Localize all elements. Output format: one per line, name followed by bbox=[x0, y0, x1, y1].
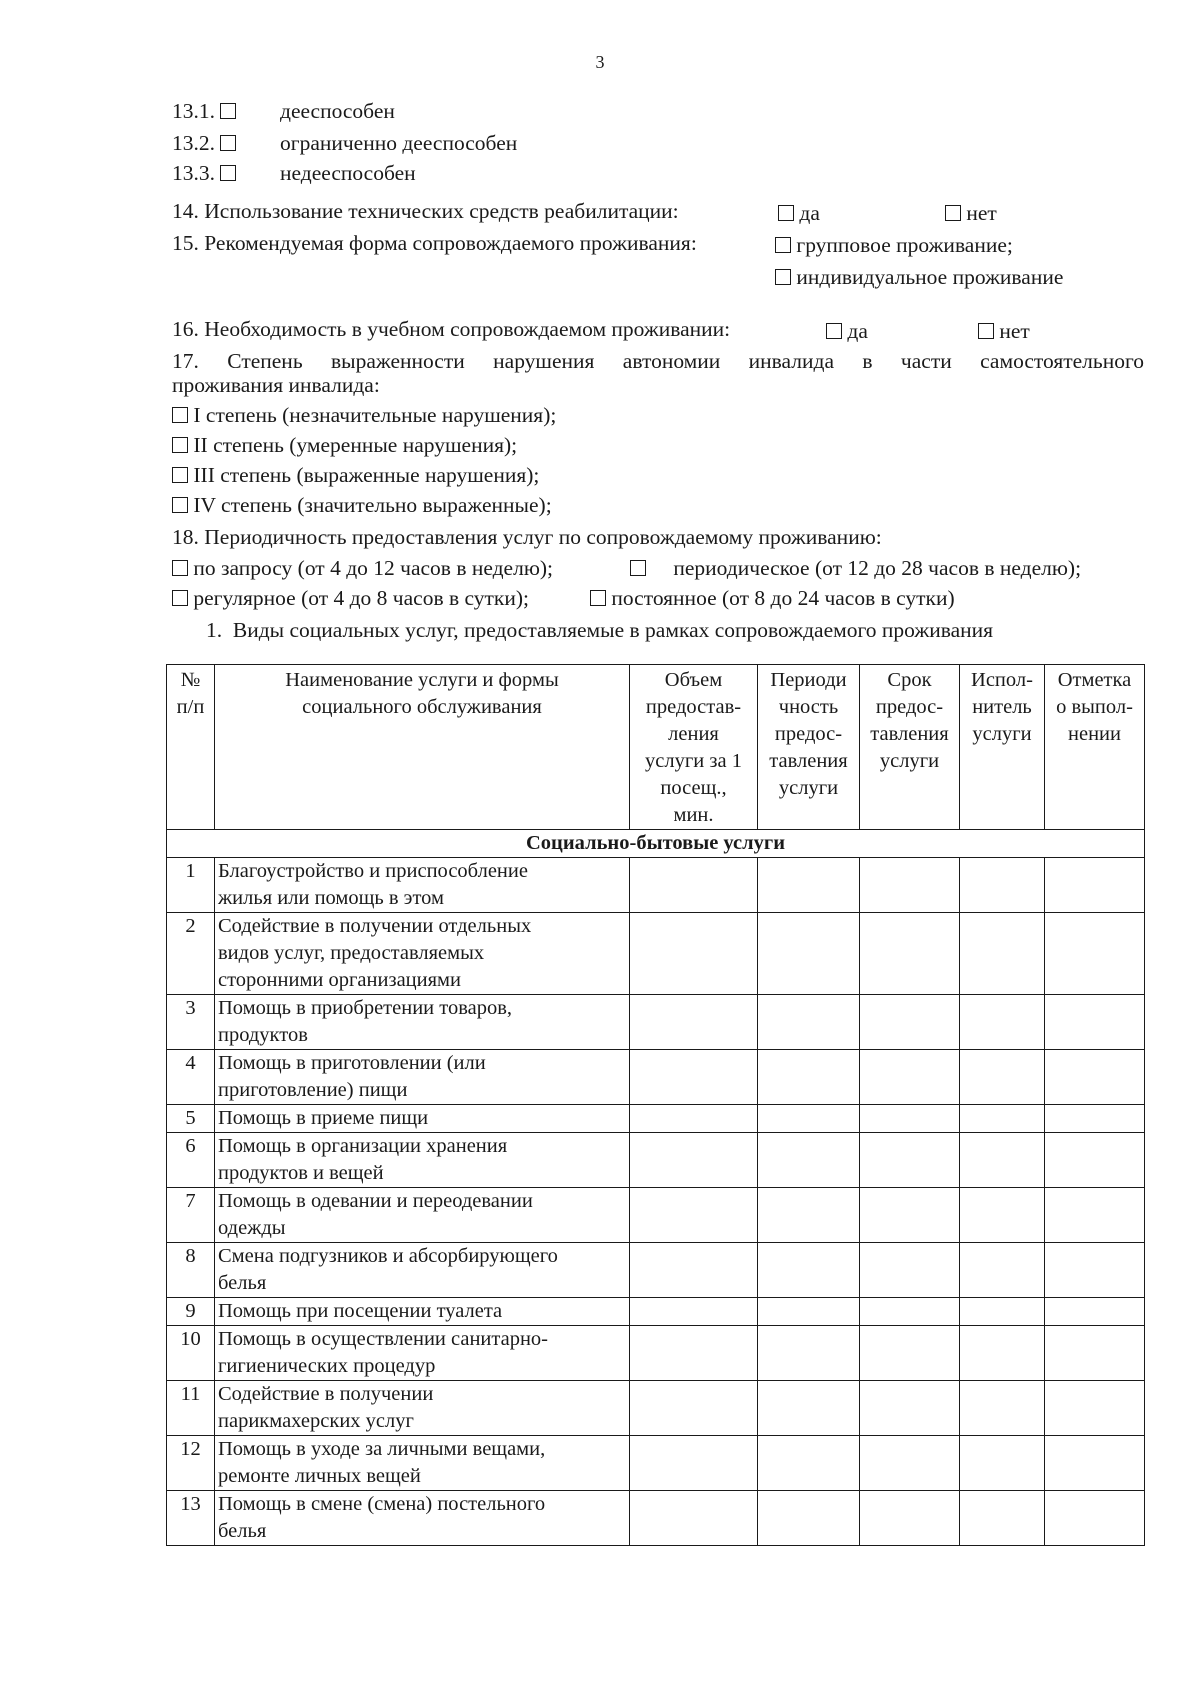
row-num: 13 bbox=[167, 1491, 215, 1546]
header-name bbox=[215, 665, 630, 830]
checkbox-17-3[interactable] bbox=[172, 467, 188, 483]
item-14-no bbox=[945, 200, 997, 226]
group-row bbox=[167, 830, 1145, 858]
item-17-option-2 bbox=[172, 432, 517, 458]
header-term-line: тавления bbox=[870, 723, 949, 745]
item-13-1 bbox=[172, 98, 395, 124]
cell-executor[interactable] bbox=[960, 995, 1045, 1050]
header-mark bbox=[1045, 665, 1145, 830]
checkbox-17-4[interactable] bbox=[172, 497, 188, 513]
cell-mark[interactable] bbox=[1045, 1133, 1145, 1188]
item-18-opt4 bbox=[590, 585, 955, 611]
table-row bbox=[167, 1133, 1145, 1188]
header-num-line: п/п bbox=[176, 696, 205, 718]
checkbox-14-yes[interactable] bbox=[778, 205, 794, 221]
cell-term[interactable] bbox=[860, 858, 960, 913]
row-name-line: Помощь в приеме пищи bbox=[218, 1107, 429, 1129]
cell-mark[interactable] bbox=[1045, 913, 1145, 995]
item-17-option-2-label: II степень (умеренные нарушения); bbox=[193, 433, 518, 457]
item-18-opt3 bbox=[172, 585, 529, 611]
item-18-opt2 bbox=[630, 555, 1081, 581]
cell-volume[interactable] bbox=[630, 1381, 758, 1436]
cell-mark[interactable] bbox=[1045, 1298, 1145, 1326]
item-18-opt1 bbox=[172, 555, 553, 581]
cell-executor[interactable] bbox=[960, 1050, 1045, 1105]
checkbox-18-regular[interactable] bbox=[172, 590, 188, 606]
cell-term[interactable] bbox=[860, 1298, 960, 1326]
cell-period[interactable] bbox=[758, 1188, 860, 1243]
row-name bbox=[215, 995, 630, 1050]
row-num: 5 bbox=[167, 1105, 215, 1133]
cell-term[interactable] bbox=[860, 1133, 960, 1188]
cell-executor[interactable] bbox=[960, 1326, 1045, 1381]
item-13-3-label: недееспособен bbox=[280, 161, 416, 185]
cell-volume[interactable] bbox=[630, 1436, 758, 1491]
item-13-1-number: 13.1. bbox=[172, 99, 215, 123]
row-name-line: Помощь в одевании и переодевании bbox=[218, 1190, 533, 1212]
cell-mark[interactable] bbox=[1045, 1188, 1145, 1243]
page-number: 3 bbox=[595, 52, 605, 72]
header-executor-line: услуги bbox=[972, 723, 1032, 745]
cell-executor[interactable] bbox=[960, 913, 1045, 995]
row-name-line: Содействие в получении bbox=[218, 1383, 434, 1405]
cell-term[interactable] bbox=[860, 1243, 960, 1298]
cell-period[interactable] bbox=[758, 1050, 860, 1105]
cell-mark[interactable] bbox=[1045, 858, 1145, 913]
cell-period[interactable] bbox=[758, 1381, 860, 1436]
row-name-line: Смена подгузников и абсорбирующего bbox=[218, 1245, 558, 1267]
header-term-line: Срок bbox=[887, 669, 932, 691]
checkbox-16-no[interactable] bbox=[978, 323, 994, 339]
item-15-opt1 bbox=[775, 232, 1013, 258]
item-15-opt1-label: групповое проживание; bbox=[796, 233, 1013, 257]
row-name-line: приготовление) пищи bbox=[218, 1079, 408, 1101]
header-period-line: чность bbox=[778, 696, 839, 718]
checkbox-15-individual[interactable] bbox=[775, 269, 791, 285]
cell-mark[interactable] bbox=[1045, 1105, 1145, 1133]
table-row bbox=[167, 1298, 1145, 1326]
row-name-line: Помощь в уходе за личными вещами, bbox=[218, 1438, 546, 1460]
item-15-opt2-label: индивидуальное проживание bbox=[796, 265, 1064, 289]
cell-executor[interactable] bbox=[960, 1381, 1045, 1436]
cell-term[interactable] bbox=[860, 1436, 960, 1491]
cell-term[interactable] bbox=[860, 995, 960, 1050]
row-name bbox=[215, 858, 630, 913]
cell-volume[interactable] bbox=[630, 1298, 758, 1326]
row-name-line: белья bbox=[218, 1520, 267, 1542]
item-13-2-label: ограниченно дееспособен bbox=[280, 131, 518, 155]
header-period-line: тавления bbox=[769, 750, 848, 772]
cell-executor[interactable] bbox=[960, 1105, 1045, 1133]
row-name-line: гигиенических процедур bbox=[218, 1355, 436, 1377]
cell-volume[interactable] bbox=[630, 1491, 758, 1546]
cell-term[interactable] bbox=[860, 1105, 960, 1133]
header-period bbox=[758, 665, 860, 830]
item-16-no-label: нет bbox=[999, 319, 1030, 343]
cell-executor[interactable] bbox=[960, 1133, 1045, 1188]
section-heading: 1. Виды социальных услуг, предоставляемые в рамках сопровождаемого проживания bbox=[206, 618, 994, 642]
table-row bbox=[167, 1381, 1145, 1436]
header-term bbox=[860, 665, 960, 830]
cell-volume[interactable] bbox=[630, 1050, 758, 1105]
header-mark-line: о выпол- bbox=[1056, 696, 1133, 718]
cell-period[interactable] bbox=[758, 1491, 860, 1546]
cell-volume[interactable] bbox=[630, 913, 758, 995]
header-period-line: услуги bbox=[778, 777, 839, 799]
item-13-1-label: дееспособен bbox=[280, 99, 395, 123]
header-executor bbox=[960, 665, 1045, 830]
checkbox-13-3[interactable] bbox=[220, 165, 236, 181]
row-num: 9 bbox=[167, 1298, 215, 1326]
row-name bbox=[215, 1133, 630, 1188]
checkbox-15-group[interactable] bbox=[775, 237, 791, 253]
header-num-line: № bbox=[180, 669, 201, 691]
header-volume-line: предостав- bbox=[645, 696, 742, 718]
row-num: 3 bbox=[167, 995, 215, 1050]
cell-executor[interactable] bbox=[960, 1491, 1045, 1546]
row-num: 7 bbox=[167, 1188, 215, 1243]
table-row bbox=[167, 1243, 1145, 1298]
table-row bbox=[167, 1491, 1145, 1546]
item-16-no bbox=[978, 318, 1030, 344]
table-row bbox=[167, 995, 1145, 1050]
row-num: 12 bbox=[167, 1436, 215, 1491]
row-num: 2 bbox=[167, 913, 215, 995]
item-14-no-label: нет bbox=[966, 201, 997, 225]
table-row bbox=[167, 1436, 1145, 1491]
table-row bbox=[167, 1050, 1145, 1105]
cell-mark[interactable] bbox=[1045, 1326, 1145, 1381]
cell-executor[interactable] bbox=[960, 1188, 1045, 1243]
row-name-line: парикмахерских услуг bbox=[218, 1410, 414, 1432]
item-17-option-4-label: IV степень (значительно выраженные); bbox=[193, 493, 552, 517]
cell-term[interactable] bbox=[860, 1326, 960, 1381]
row-num: 4 bbox=[167, 1050, 215, 1105]
row-name-line: Благоустройство и приспособление bbox=[218, 860, 528, 882]
checkbox-18-permanent[interactable] bbox=[590, 590, 606, 606]
item-13-3 bbox=[172, 160, 416, 186]
row-name-line: Помощь в осуществлении санитарно- bbox=[218, 1328, 549, 1350]
header-volume-line: услуги за 1 bbox=[645, 750, 742, 772]
table-row bbox=[167, 1326, 1145, 1381]
row-name bbox=[215, 1188, 630, 1243]
header-volume bbox=[630, 665, 758, 830]
cell-volume[interactable] bbox=[630, 1133, 758, 1188]
row-name bbox=[215, 1381, 630, 1436]
item-14-text: 14. Использование технических средств реабилитации: bbox=[172, 199, 679, 223]
row-name-line: Помощь в смене (смена) постельного bbox=[218, 1493, 546, 1515]
row-num: 1 bbox=[167, 858, 215, 913]
item-14-yes bbox=[778, 200, 820, 226]
cell-period[interactable] bbox=[758, 1298, 860, 1326]
cell-period[interactable] bbox=[758, 1436, 860, 1491]
item-18-opt4-label: постоянное (от 8 до 24 часов в сутки) bbox=[611, 586, 955, 610]
item-17-option-4 bbox=[172, 492, 552, 518]
checkbox-13-2[interactable] bbox=[220, 135, 236, 151]
checkbox-16-yes[interactable] bbox=[826, 323, 842, 339]
row-name-line: жилья или помощь в этом bbox=[218, 887, 445, 909]
checkbox-14-no[interactable] bbox=[945, 205, 961, 221]
row-name bbox=[215, 1298, 630, 1326]
table-header-row bbox=[167, 665, 1145, 830]
header-volume-line: посещ., bbox=[660, 777, 727, 799]
row-num: 10 bbox=[167, 1326, 215, 1381]
row-name bbox=[215, 1326, 630, 1381]
group-title: Социально-бытовые услуги bbox=[167, 830, 1145, 858]
row-num: 11 bbox=[167, 1381, 215, 1436]
header-term-line: услуги bbox=[879, 750, 940, 772]
cell-executor[interactable] bbox=[960, 1298, 1045, 1326]
header-name-line: социального обслуживания bbox=[302, 696, 542, 718]
item-16-yes-label: да bbox=[847, 319, 868, 343]
item-17-line1: 17. Степень выраженности нарушения автономии инвалида в части самостоятельного bbox=[172, 349, 1144, 373]
cell-volume[interactable] bbox=[630, 995, 758, 1050]
row-name-line: ремонте личных вещей bbox=[218, 1465, 421, 1487]
row-name bbox=[215, 1105, 630, 1133]
row-name-line: сторонними организациями bbox=[218, 969, 461, 991]
header-executor-line: Испол- bbox=[971, 669, 1033, 691]
item-18-opt3-label: регулярное (от 4 до 8 часов в сутки); bbox=[193, 586, 529, 610]
header-volume-line: Объем bbox=[664, 669, 723, 691]
header-name-line: Наименование услуги и формы bbox=[285, 669, 559, 691]
row-name bbox=[215, 913, 630, 995]
cell-mark[interactable] bbox=[1045, 995, 1145, 1050]
item-16-text: 16. Необходимость в учебном сопровождаемом проживании: bbox=[172, 317, 731, 341]
item-17-option-1 bbox=[172, 402, 556, 428]
header-term-line: предос- bbox=[875, 696, 944, 718]
cell-volume[interactable] bbox=[630, 1243, 758, 1298]
row-name-line: Содействие в получении отдельных bbox=[218, 915, 532, 937]
cell-volume[interactable] bbox=[630, 1326, 758, 1381]
cell-executor[interactable] bbox=[960, 858, 1045, 913]
header-mark-line: нении bbox=[1068, 723, 1121, 745]
cell-volume[interactable] bbox=[630, 858, 758, 913]
item-13-2-number: 13.2. bbox=[172, 131, 215, 155]
checkbox-17-1[interactable] bbox=[172, 407, 188, 423]
checkbox-18-periodic[interactable] bbox=[630, 560, 646, 576]
row-name-line: Помощь при посещении туалета bbox=[218, 1300, 503, 1322]
checkbox-17-2[interactable] bbox=[172, 437, 188, 453]
cell-term[interactable] bbox=[860, 1381, 960, 1436]
row-name bbox=[215, 1243, 630, 1298]
header-mark-line: Отметка bbox=[1057, 669, 1132, 691]
cell-period[interactable] bbox=[758, 913, 860, 995]
item-17-option-3 bbox=[172, 462, 539, 488]
item-18-opt2-label: периодическое (от 12 до 28 часов в неделю); bbox=[673, 556, 1082, 580]
cell-period[interactable] bbox=[758, 1105, 860, 1133]
cell-term[interactable] bbox=[860, 1050, 960, 1105]
cell-mark[interactable] bbox=[1045, 1243, 1145, 1298]
header-volume-line: мин. bbox=[673, 804, 714, 826]
row-name-line: продуктов bbox=[218, 1024, 308, 1046]
row-num: 6 bbox=[167, 1133, 215, 1188]
item-16-yes bbox=[826, 318, 868, 344]
cell-mark[interactable] bbox=[1045, 1050, 1145, 1105]
checkbox-13-1[interactable] bbox=[220, 103, 236, 119]
item-15-opt2 bbox=[775, 264, 1063, 290]
row-name bbox=[215, 1491, 630, 1546]
item-18-text: 18. Периодичность предоставления услуг по сопровождаемому проживанию: bbox=[172, 525, 882, 549]
table-row bbox=[167, 858, 1145, 913]
item-15-text: 15. Рекомендуемая форма сопровождаемого проживания: bbox=[172, 231, 697, 255]
item-17-line2: проживания инвалида: bbox=[172, 373, 380, 397]
cell-mark[interactable] bbox=[1045, 1381, 1145, 1436]
checkbox-18-on-request[interactable] bbox=[172, 560, 188, 576]
header-volume-line: ления bbox=[668, 723, 719, 745]
item-13-3-number: 13.3. bbox=[172, 161, 215, 185]
cell-volume[interactable] bbox=[630, 1105, 758, 1133]
cell-executor[interactable] bbox=[960, 1243, 1045, 1298]
row-name-line: Помощь в приготовлении (или bbox=[218, 1052, 486, 1074]
cell-period[interactable] bbox=[758, 1326, 860, 1381]
header-period-line: предос- bbox=[774, 723, 843, 745]
row-name-line: Помощь в приобретении товаров, bbox=[218, 997, 513, 1019]
services-table bbox=[166, 664, 1145, 1546]
item-17-option-3-label: III степень (выраженные нарушения); bbox=[193, 463, 540, 487]
table-row bbox=[167, 1105, 1145, 1133]
cell-volume[interactable] bbox=[630, 1188, 758, 1243]
item-14-yes-label: да bbox=[799, 201, 820, 225]
item-13-2 bbox=[172, 130, 518, 156]
row-name-line: продуктов и вещей bbox=[218, 1162, 384, 1184]
cell-period[interactable] bbox=[758, 1243, 860, 1298]
item-18-opt1-label: по запросу (от 4 до 12 часов в неделю); bbox=[193, 556, 554, 580]
header-period-line: Периоди bbox=[770, 669, 847, 691]
item-17-option-1-label: I степень (незначительные нарушения); bbox=[193, 403, 557, 427]
row-name-line: одежды bbox=[218, 1217, 286, 1239]
cell-term[interactable] bbox=[860, 1491, 960, 1546]
table-row bbox=[167, 913, 1145, 995]
cell-mark[interactable] bbox=[1045, 1436, 1145, 1491]
cell-term[interactable] bbox=[860, 1188, 960, 1243]
cell-period[interactable] bbox=[758, 1133, 860, 1188]
cell-period[interactable] bbox=[758, 995, 860, 1050]
row-name bbox=[215, 1436, 630, 1491]
cell-executor[interactable] bbox=[960, 1436, 1045, 1491]
row-name-line: белья bbox=[218, 1272, 267, 1294]
row-name-line: видов услуг, предоставляемых bbox=[218, 942, 485, 964]
row-name bbox=[215, 1050, 630, 1105]
cell-mark[interactable] bbox=[1045, 1491, 1145, 1546]
row-name-line: Помощь в организации хранения bbox=[218, 1135, 508, 1157]
header-executor-line: нитель bbox=[972, 696, 1032, 718]
header-num bbox=[167, 665, 215, 830]
cell-term[interactable] bbox=[860, 913, 960, 995]
row-num: 8 bbox=[167, 1243, 215, 1298]
cell-period[interactable] bbox=[758, 858, 860, 913]
table-row bbox=[167, 1188, 1145, 1243]
